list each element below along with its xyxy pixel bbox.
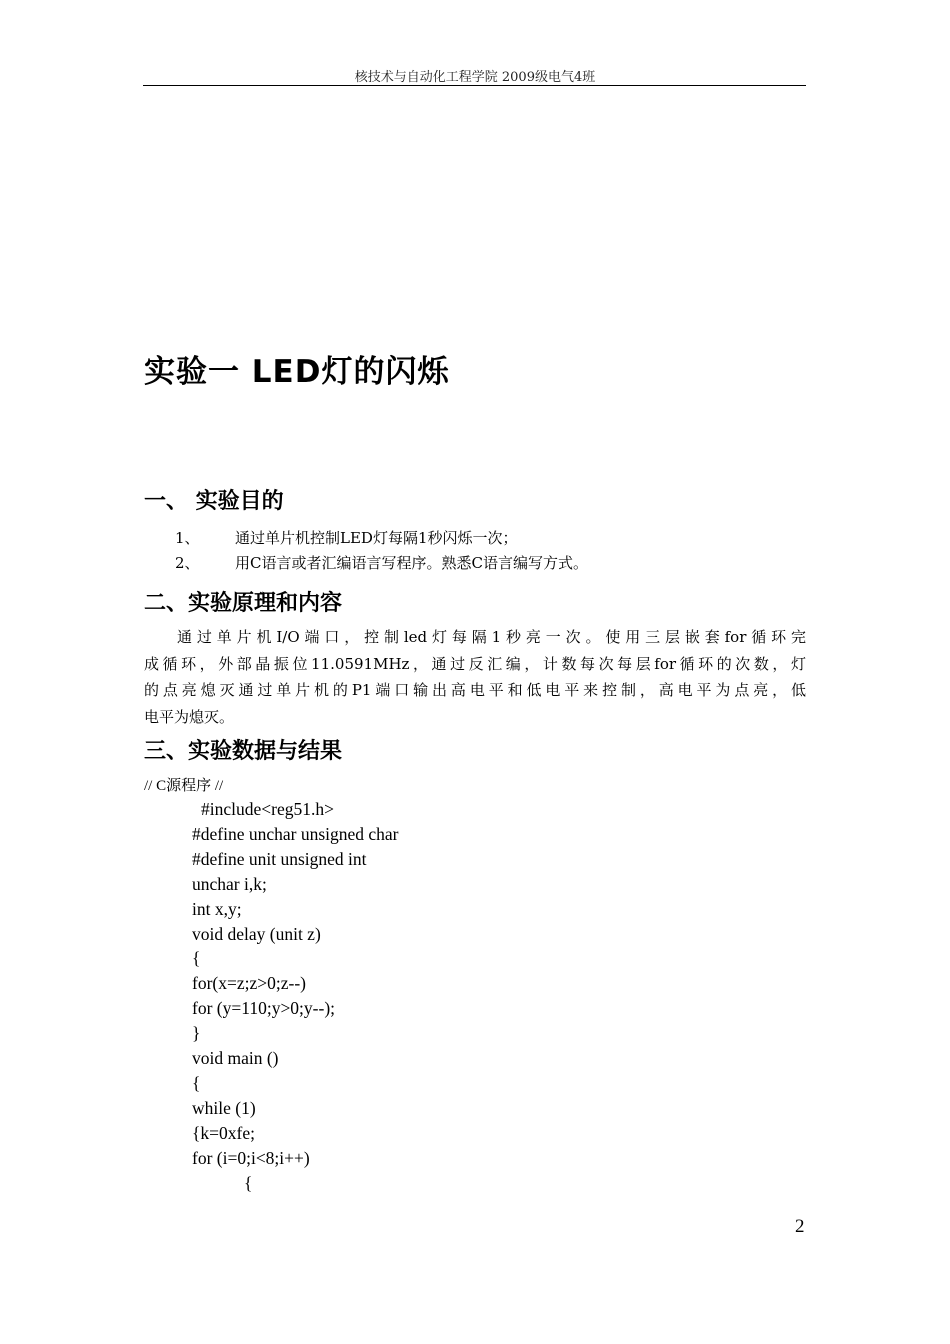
code-line: { bbox=[244, 1172, 253, 1193]
code-line: #define unit unsigned int bbox=[192, 848, 367, 869]
objective-text: 用C语言或者汇编语言写程序。熟悉C语言编写方式。 bbox=[235, 554, 588, 572]
code-line: #include<reg51.h> bbox=[201, 799, 334, 819]
objective-number: 2、 bbox=[175, 554, 200, 572]
objective-item bbox=[175, 527, 517, 548]
header-divider bbox=[143, 85, 806, 86]
paragraph-line: 的点亮熄灭通过单片机的P1端口输出高电平和低电平来控制，高电平为点亮，低 bbox=[144, 681, 806, 699]
objective-number: 1、 bbox=[175, 529, 200, 547]
paragraph-line: 通过单片机I/O端口，控制led灯每隔1秒亮一次。使用三层嵌套for循环完 bbox=[177, 628, 806, 646]
document-title: 实验一 LED灯的闪烁 bbox=[144, 354, 450, 390]
code-line: { bbox=[192, 1072, 201, 1093]
section-heading-objectives: 一、 实验目的 bbox=[144, 489, 284, 514]
code-comment: // C源程序 // bbox=[144, 778, 224, 794]
objective-item bbox=[175, 552, 588, 573]
code-line: void main () bbox=[192, 1048, 279, 1069]
section-heading-principle: 二、实验原理和内容 bbox=[144, 591, 343, 616]
page-header: 核技术与自动化工程学院 2009级电气4班 bbox=[354, 70, 596, 85]
paragraph-line: 电平为熄灭。 bbox=[144, 707, 235, 726]
code-line: } bbox=[192, 1023, 201, 1044]
code-line: #define unchar unsigned char bbox=[192, 823, 399, 844]
code-line: int x,y; bbox=[192, 898, 242, 919]
paragraph-line: 成循环，外部晶振位11.0591MHz，通过反汇编，计数每次每层for循环的次数，灯 bbox=[144, 654, 806, 673]
code-block bbox=[192, 797, 399, 1196]
page-number: 2 bbox=[795, 1216, 805, 1237]
code-line: {k=0xfe; bbox=[192, 1122, 255, 1143]
code-line: unchar i,k; bbox=[192, 873, 267, 894]
objective-text: 通过单片机控制LED灯每隔1秒闪烁一次； bbox=[235, 529, 518, 547]
code-line: for (i=0;i<8;i++) bbox=[192, 1147, 310, 1168]
code-line: void delay (unit z) bbox=[192, 923, 321, 944]
section-heading-results: 三、实验数据与结果 bbox=[144, 739, 343, 764]
code-line: { bbox=[192, 948, 201, 969]
code-line: for(x=z;z>0;z--) bbox=[192, 973, 306, 994]
code-line: for (y=110;y>0;y--); bbox=[192, 998, 336, 1019]
principle-paragraph bbox=[144, 624, 806, 730]
code-line: while (1) bbox=[192, 1097, 256, 1118]
